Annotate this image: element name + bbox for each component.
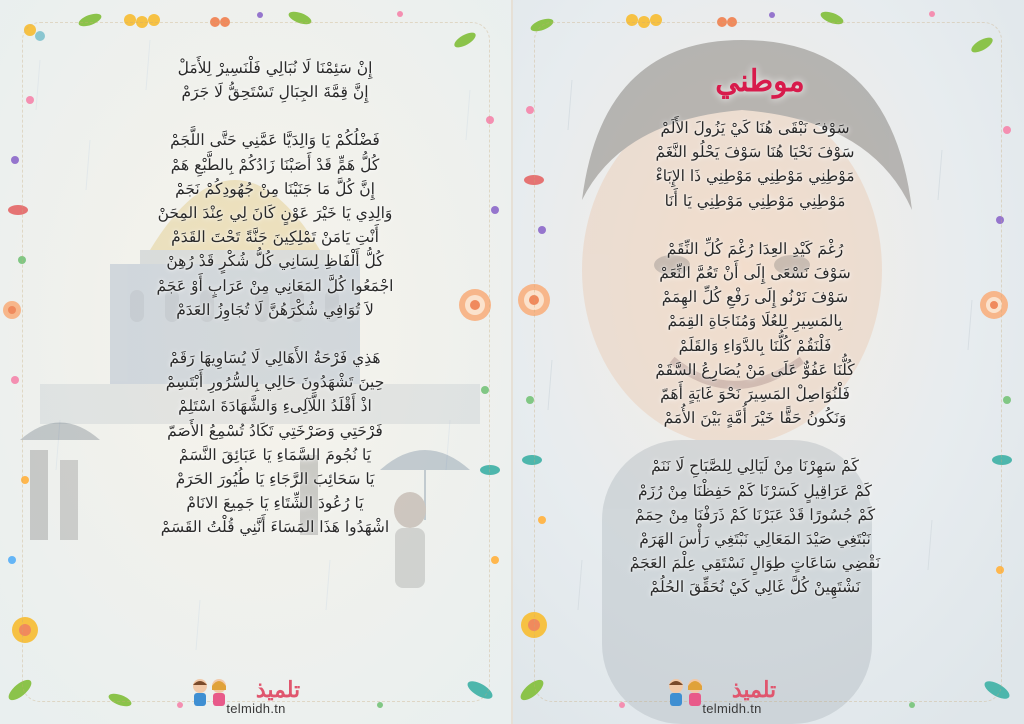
brand-url[interactable]: telmidh.tn — [702, 701, 762, 716]
poem-line: كُلُّ هَمٍّ قَدْ أَصَبْنَا زَادُكُمْ بِالطَّبْعِ هَمْ — [170, 155, 380, 174]
poem-line: كَمْ جُسُورًا قَدْ عَبَرْنَا كَمْ ذَرَفْنَا مِنْ حِمَمْ — [634, 505, 876, 524]
poem-line: يَا رُعُودَ الشِّتَاءِ يَا جَمِيعَ الانَامْ — [186, 494, 364, 513]
poem-line: أَنْتِ يَامَنْ تَمْلِكِينَ جَنَّةً تَحْتَ القَدَمْ — [171, 228, 379, 247]
poem-line: سَوْفَ نَحْيَا هُنَا سَوْفَ يَحْلُو النَّغَمْ — [655, 143, 855, 162]
poem-stanza — [115, 128, 435, 322]
brand-url[interactable]: telmidh.tn — [226, 701, 286, 716]
poem-line: فَلْنَقُمْ كُلُّنَا بِالدَّوَاءِ وَالقَلَمْ — [678, 336, 832, 355]
poem-line: كُلُّ أَلْفَاظِ لِسَانِي كُلُّ شُكْرٍ قَدْ رُهِنْ — [166, 252, 384, 271]
page-spine — [511, 0, 513, 724]
poem-line: سَوْفَ نَبْقَى هُنَا كَيْ يَزُولَ الأَلَمْ — [660, 119, 850, 137]
poem-stanza — [590, 116, 920, 213]
poem-line: إِنَّ قِمَّةَ الجِبَالِ تَسْتَحِقُّ لَا جَرَمْ — [181, 83, 369, 102]
poem-line: مَوْطِنِي مَوْطِنِي مَوْطِنِي يَا أَنَا — [664, 191, 846, 210]
poem-line: يَا نُجُومَ السَّمَاءِ يَا عَبَائِقَ النَّسَمْ — [178, 445, 372, 464]
poem-line: سَوْفَ نَرْنُو إِلَى رَفْعِ كُلِّ الهِمَمْ — [661, 288, 849, 307]
poem-line: فَرْحَتِي وَصَرْخَتِي تَكَادُ تُسْمِعُ الأَصَمّ — [167, 421, 383, 440]
poem-line: بِالمَسِيرِ لِلعُلَا وَمُنَاجَاةِ القِمَمْ — [667, 312, 843, 331]
brand-name: تلميذ — [255, 677, 301, 703]
poem-stanza — [590, 454, 920, 599]
poem-line: وَنَكُونُ حَقًّا خَيْرَ أُمَّةٍ بَيْنَ الأُمَمْ — [663, 409, 847, 428]
poem-stanza — [115, 346, 435, 540]
kids-icon — [664, 677, 708, 707]
poem-line: سَوْفَ نَسْعَى إِلَى أَنْ تَعُمَّ النِّعَمْ — [659, 264, 851, 283]
poem-line: نَبْتَغِي صَيْدَ المَعَالِي نَبْتَغِي رَأْسَ الهَرَمْ — [639, 530, 871, 549]
brand-logo — [186, 677, 326, 716]
poem-line: نَشْتَهِينْ كُلَّ غَالِي كَيْ نُحَقِّقَ الحُلُمْ — [649, 578, 861, 597]
left-poem — [115, 56, 435, 564]
poem-line: إِنْ سَئِمْنَا لَا نُبَالِي فَلْنَسِيرْ لِلأَمَلْ — [177, 59, 373, 77]
poem-line: وَالِدِي يَا خَيْرَ عَوْنٍ كَانَ لِي عِنْدَ المِحَنْ — [157, 204, 393, 223]
poem-line: حِينَ تَشْهَدُونَ حَالِي بِالسُّرُورِ أَبْتَسِمْ — [165, 373, 385, 392]
poem-stanza — [115, 56, 435, 104]
kids-icon — [188, 677, 232, 707]
poem-line: كَمْ سَهِرْنَا مِنْ لَيَالِي لِلصَّبَاحِ لَا نَنَمْ — [651, 457, 859, 476]
poem-line: نَقْضِي سَاعَاتٍ طِوَالٍ نَسْتَقِي عِلْمَ العَجَمْ — [629, 554, 881, 573]
poem-line: فَضْلُكُمْ يَا وَالِدَيَّا عَمَّنِي حَتَّى اللَّجَمْ — [170, 131, 380, 150]
poem-line: رُغْمَ كَيْدِ العِدَا رُغْمَ كُلِّ النِّقَمْ — [666, 239, 844, 258]
right-poem — [590, 116, 920, 624]
poem-line: مَوْطِنِي مَوْطِنِي مَوْطِنِي ذَا الإِبَاءْ — [655, 167, 855, 186]
poem-line: اجْمَعُوا كُلَّ المَعَانِي مِنْ عَرَابٍ أَوْ عَجَمْ — [156, 276, 394, 295]
poem-line: لاَ تُوَافِي شُكْرَهُنَّ لَا تُجَاوِزُ العَدَمْ — [176, 300, 374, 319]
poem-stanza — [590, 237, 920, 431]
poem-line: يَا سَحَائِبَ الرَّجَاءِ يَا طُيُورَ الحَرَمْ — [175, 470, 375, 489]
poem-title: موطني — [715, 64, 805, 99]
poem-line: اشْهَدُوا هَذَا المَسَاءَ أَنَّنِي قُلْتُ القَسَمْ — [160, 518, 390, 537]
brand-logo — [662, 677, 802, 716]
poem-line: هَذِي فَرْحَةُ الأَهَالِي لَا يُسَاوِيهَا رَقَمْ — [169, 349, 381, 368]
poem-line: كُلُّنَا عَفُوٌّ عَلَى مَنْ يُصَارِعُ السَّقَمْ — [655, 360, 855, 379]
brand-name: تلميذ — [731, 677, 777, 703]
poem-line: اذْ أَقْلَدُ اللَّآلِىءِ وَالشَّهَادَةَ اسْتَلِمْ — [178, 397, 372, 416]
poem-line: إِنَّ كُلَّ مَا جَنَيْنَا مِنْ جُهُودِكُمْ نَجَمْ — [175, 179, 375, 198]
poem-line: كَمْ عَرَاقِيلٍ كَسَرْنَا كَمْ حَفِظْنَا مِنْ رُزَمْ — [638, 481, 872, 500]
poem-line: فَلْنُوَاصِلْ المَسِيرَ نَحْوَ غَايَةٍ أَهَمّ — [660, 385, 850, 404]
